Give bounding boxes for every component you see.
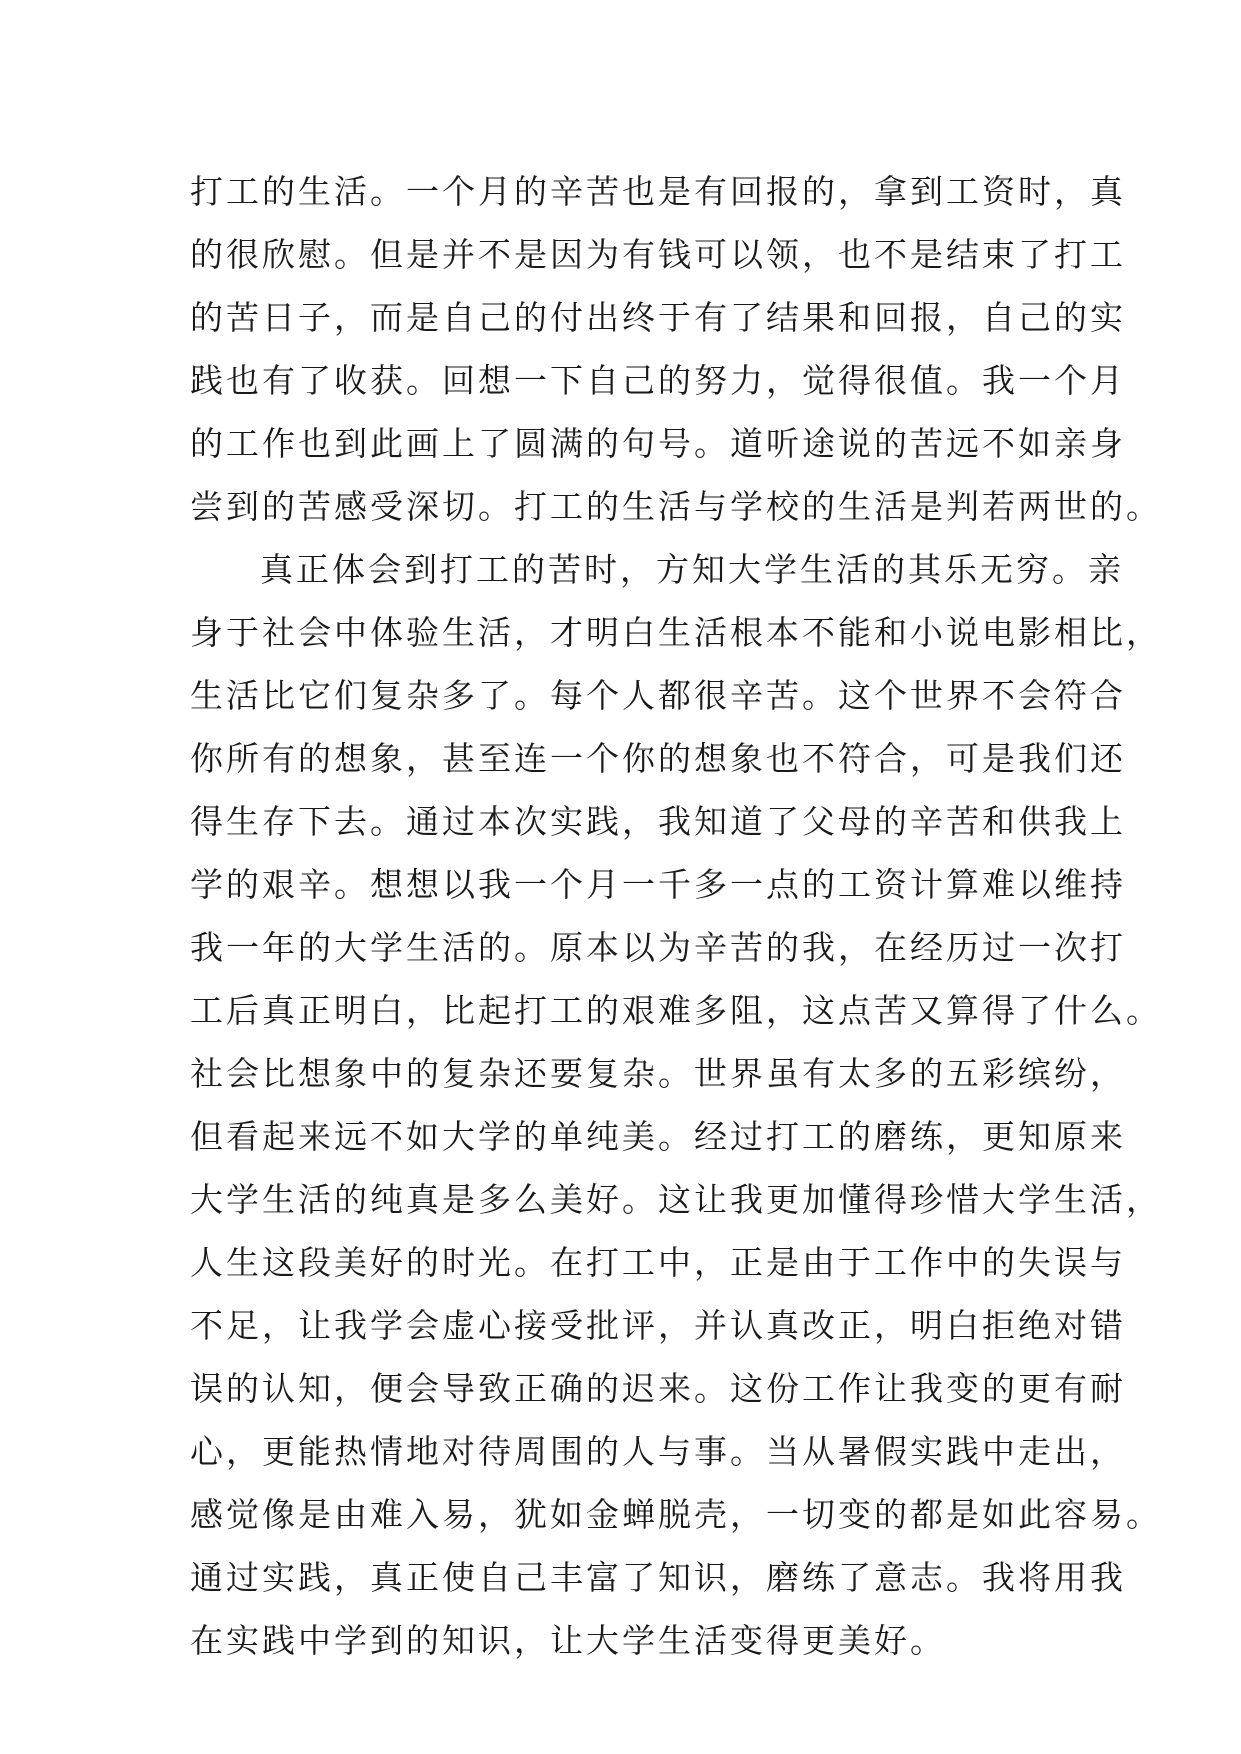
text-line: 但看起来远不如大学的单纯美。经过打工的磨练，更知原来 bbox=[190, 1117, 1126, 1156]
text-line: 的工作也到此画上了圆满的句号。道听途说的苦远不如亲身 bbox=[190, 424, 1126, 463]
text-line: 得生存下去。通过本次实践，我知道了父母的辛苦和供我上 bbox=[190, 802, 1126, 841]
text-line: 打工的生活。一个月的辛苦也是有回报的，拿到工资时，真 bbox=[190, 172, 1126, 211]
text-line: 尝到的苦感受深切。打工的生活与学校的生活是判若两世的。 bbox=[190, 487, 1162, 526]
text-line: 你所有的想象，甚至连一个你的想象也不符合，可是我们还 bbox=[190, 739, 1126, 778]
text-line: 通过实践，真正使自己丰富了知识，磨练了意志。我将用我 bbox=[190, 1558, 1126, 1597]
text-line: 我一年的大学生活的。原本以为辛苦的我，在经历过一次打 bbox=[190, 928, 1126, 967]
text-line: 大学生活的纯真是多么美好。这让我更加懂得珍惜大学生活， bbox=[190, 1180, 1162, 1219]
body-text bbox=[190, 160, 1162, 1672]
text-line: 工后真正明白，比起打工的艰难多阻，这点苦又算得了什么。 bbox=[190, 991, 1162, 1030]
text-line: 在实践中学到的知识，让大学生活变得更美好。 bbox=[190, 1621, 946, 1660]
text-line: 的苦日子，而是自己的付出终于有了结果和回报，自己的实 bbox=[190, 298, 1126, 337]
paragraph-first-line: 真正体会到打工的苦时，方知大学生活的其乐无穷。亲 bbox=[260, 550, 1124, 589]
text-line: 不足，让我学会虚心接受批评，并认真改正，明白拒绝对错 bbox=[190, 1306, 1126, 1345]
text-line: 生活比它们复杂多了。每个人都很辛苦。这个世界不会符合 bbox=[190, 676, 1126, 715]
text-line: 的很欣慰。但是并不是因为有钱可以领，也不是结束了打工 bbox=[190, 235, 1126, 274]
text-line: 践也有了收获。回想一下自己的努力，觉得很值。我一个月 bbox=[190, 361, 1126, 400]
text-line: 心，更能热情地对待周围的人与事。当从暑假实践中走出， bbox=[190, 1432, 1126, 1471]
text-line: 学的艰辛。想想以我一个月一千多一点的工资计算难以维持 bbox=[190, 865, 1126, 904]
text-line: 身于社会中体验生活，才明白生活根本不能和小说电影相比， bbox=[190, 613, 1162, 652]
text-line: 人生这段美好的时光。在打工中，正是由于工作中的失误与 bbox=[190, 1243, 1126, 1282]
text-line: 社会比想象中的复杂还要复杂。世界虽有太多的五彩缤纷， bbox=[190, 1054, 1126, 1093]
text-line: 误的认知，便会导致正确的迟来。这份工作让我变的更有耐 bbox=[190, 1369, 1126, 1408]
text-line: 感觉像是由难入易，犹如金蝉脱壳，一切变的都是如此容易。 bbox=[190, 1495, 1162, 1534]
